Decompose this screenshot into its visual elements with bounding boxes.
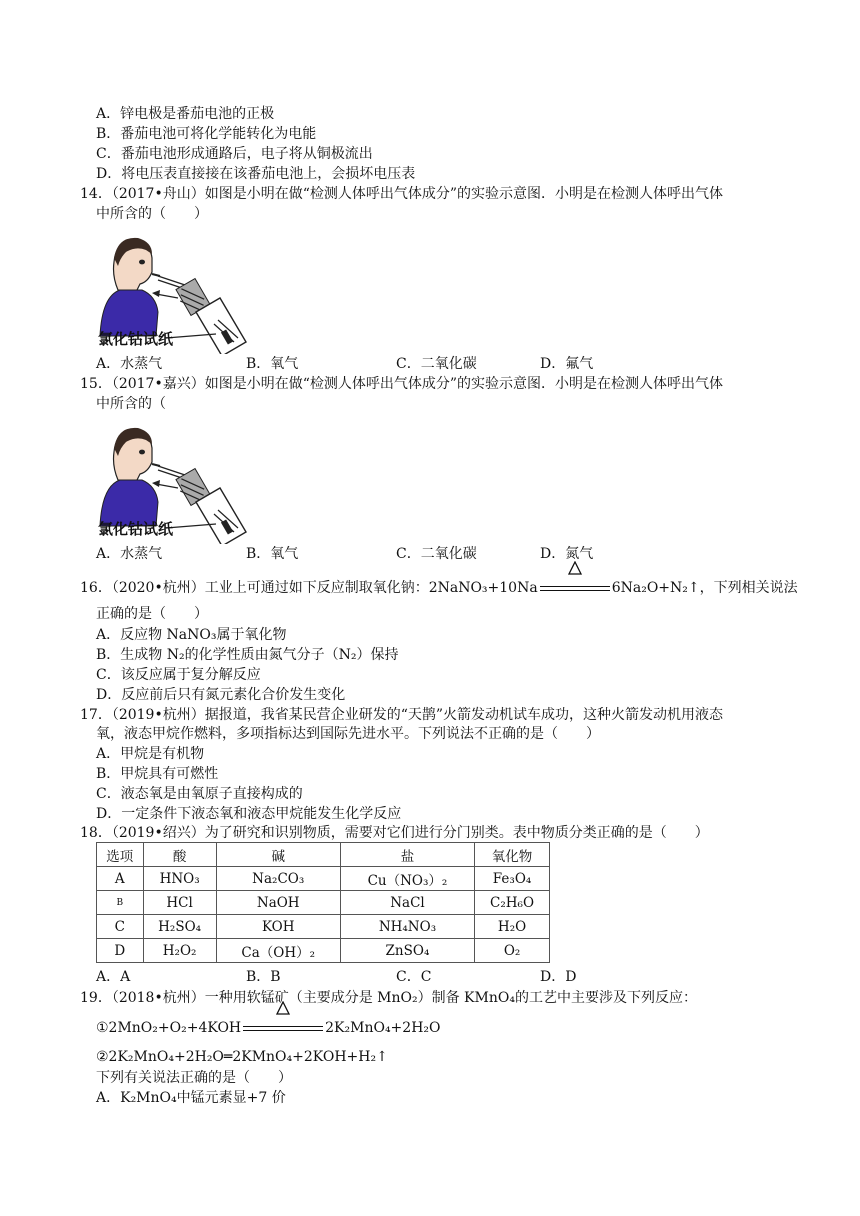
table-row xyxy=(97,867,550,891)
table-header-row xyxy=(97,843,550,867)
q16-prefix: 16．（2020•杭州）工业上可通过如下反应制取氧化钠： xyxy=(80,580,429,596)
heat-triangle-icon xyxy=(568,561,582,575)
table-cell: H₂O xyxy=(475,915,550,939)
table-cell: A xyxy=(97,867,144,891)
table-cell: NaOH xyxy=(216,891,340,915)
q15-option-a: A．水蒸气 xyxy=(96,546,163,562)
table-cell: C xyxy=(97,915,144,939)
table-cell: NH₄NO₃ xyxy=(340,915,474,939)
q19-r1-left: ①2MnO₂+O₂+4KOH xyxy=(96,1020,242,1036)
table-cell: C₂H₆O xyxy=(475,891,550,915)
q14-option-d: D．氟气 xyxy=(540,356,594,372)
table-cell: Cu（NO₃）₂ xyxy=(340,867,474,891)
q16-option-c: C．该反应属于复分解反应 xyxy=(96,667,261,683)
q18-option-a: A．A xyxy=(96,969,131,985)
q17-option-c: C．液态氧是由氧原子直接构成的 xyxy=(96,786,303,802)
heating-reaction-sign xyxy=(540,581,610,595)
table-header-cell: 选项 xyxy=(97,843,144,867)
q14-option-c: C．二氧化碳 xyxy=(396,356,477,372)
table-cell: Ca（OH）₂ xyxy=(216,939,340,963)
q15-option-c: C．二氧化碳 xyxy=(396,546,477,562)
table-cell: H₂SO₄ xyxy=(143,915,216,939)
table-cell: KOH xyxy=(216,915,340,939)
table-cell: HCl xyxy=(143,891,216,915)
q14-stem-line2: 中所含的（ ） xyxy=(96,206,208,222)
q13-option-b: B．番茄电池可将化学能转化为电能 xyxy=(96,126,317,142)
q19-stem-line2: 下列有关说法正确的是（ ） xyxy=(96,1070,292,1086)
heat-triangle-icon xyxy=(276,1001,290,1015)
table-cell: HNO₃ xyxy=(143,867,216,891)
q15-option-d: D．氮气 xyxy=(540,546,594,562)
q17-option-a: A．甲烷是有机物 xyxy=(96,746,205,762)
table-row xyxy=(97,939,550,963)
heating-reaction-sign xyxy=(243,1021,323,1035)
q16-equation-right: 6Na₂O+N₂↑ xyxy=(611,580,700,596)
table-cell: ZnSO₄ xyxy=(340,939,474,963)
q18-option-b: B．B xyxy=(246,969,281,985)
table-cell: NaCl xyxy=(340,891,474,915)
q16-option-d: D．反应前后只有氮元素化合价发生变化 xyxy=(96,687,346,703)
q14-option-a: A．水蒸气 xyxy=(96,356,163,372)
q17-option-b: B．甲烷具有可燃性 xyxy=(96,766,219,782)
table-row xyxy=(97,891,550,915)
q14-stem-line1: 14．（2017•舟山）如图是小明在做“检测人体呼出气体成分”的实验示意图．小明是在检测人体呼出气体 xyxy=(80,186,724,202)
q13-option-a: A．锌电极是番茄电池的正极 xyxy=(96,106,275,122)
q16-stem-line2: 正确的是（ ） xyxy=(96,606,208,622)
q14-option-b: B．氧气 xyxy=(246,356,299,372)
table-cell: Na₂CO₃ xyxy=(216,867,340,891)
q17-stem-line1: 17．（2019•杭州）据报道，我省某民营企业研发的“天鹊”火箭发动机试车成功，这种火箭发动机用液态 xyxy=(80,707,724,723)
q19-stem-line1: 19．（2018•杭州）一种用软锰矿（主要成分是 MnO₂）制备 KMnO₄的工艺中主要涉及下列反应： xyxy=(80,990,697,1006)
q17-option-d: D．一定条件下液态氧和液态甲烷能发生化学反应 xyxy=(96,806,402,822)
q18-option-c: C．C xyxy=(396,969,432,985)
q16-equation-left: 2NaNO₃+10Na xyxy=(428,580,538,596)
q16-stem-line1 xyxy=(80,578,798,598)
table-row xyxy=(97,915,550,939)
q19-r1-right: 2K₂MnO₄+2H₂O xyxy=(325,1020,441,1036)
classification-table xyxy=(96,842,550,963)
q15-stem-line1: 15．（2017•嘉兴）如图是小明在做“检测人体呼出气体成分”的实验示意图．小明是在检测人体呼出气体 xyxy=(80,376,724,392)
q19-option-a: A．K₂MnO₄中锰元素显+7 价 xyxy=(96,1090,286,1106)
table-cell: O₂ xyxy=(475,939,550,963)
q16-suffix: ，下列相关说法 xyxy=(699,580,798,596)
q19-reaction-1 xyxy=(96,1018,441,1038)
q18-stem-line1: 18．（2019•绍兴）为了研究和识别物质，需要对它们进行分门别类。表中物质分类正确的是（ ） xyxy=(80,825,709,841)
q16-option-a: A．反应物 NaNO₃属于氧化物 xyxy=(96,627,287,643)
q15-cobalt-paper-label: 氯化钴试纸 xyxy=(98,520,174,538)
table-cell: H₂O₂ xyxy=(143,939,216,963)
table-cell: Fe₃O₄ xyxy=(475,867,550,891)
table-header-cell: 氧化物 xyxy=(475,843,550,867)
q13-option-c: C．番茄电池形成通路后，电子将从铜极流出 xyxy=(96,146,373,162)
table-cell: B xyxy=(97,891,144,915)
table-header-cell: 碱 xyxy=(216,843,340,867)
q19-reaction-2: ②2K₂MnO₄+2H₂O═2KMnO₄+2KOH+H₂↑ xyxy=(96,1049,388,1065)
table-header-cell: 盐 xyxy=(340,843,474,867)
q16-option-b: B．生成物 N₂的化学性质由氮气分子（N₂）保持 xyxy=(96,647,399,663)
q15-option-b: B．氧气 xyxy=(246,546,299,562)
q14-cobalt-paper-label: 氯化钴试纸 xyxy=(98,330,174,348)
table-cell: D xyxy=(97,939,144,963)
table-header-cell: 酸 xyxy=(143,843,216,867)
q17-stem-line2: 氧，液态甲烷作燃料，多项指标达到国际先进水平。下列说法不正确的是（ ） xyxy=(96,726,600,742)
q13-option-d: D．将电压表直接接在该番茄电池上，会损坏电压表 xyxy=(96,166,416,182)
q15-stem-line2: 中所含的（ xyxy=(96,396,166,412)
q18-option-d: D．D xyxy=(540,969,577,985)
